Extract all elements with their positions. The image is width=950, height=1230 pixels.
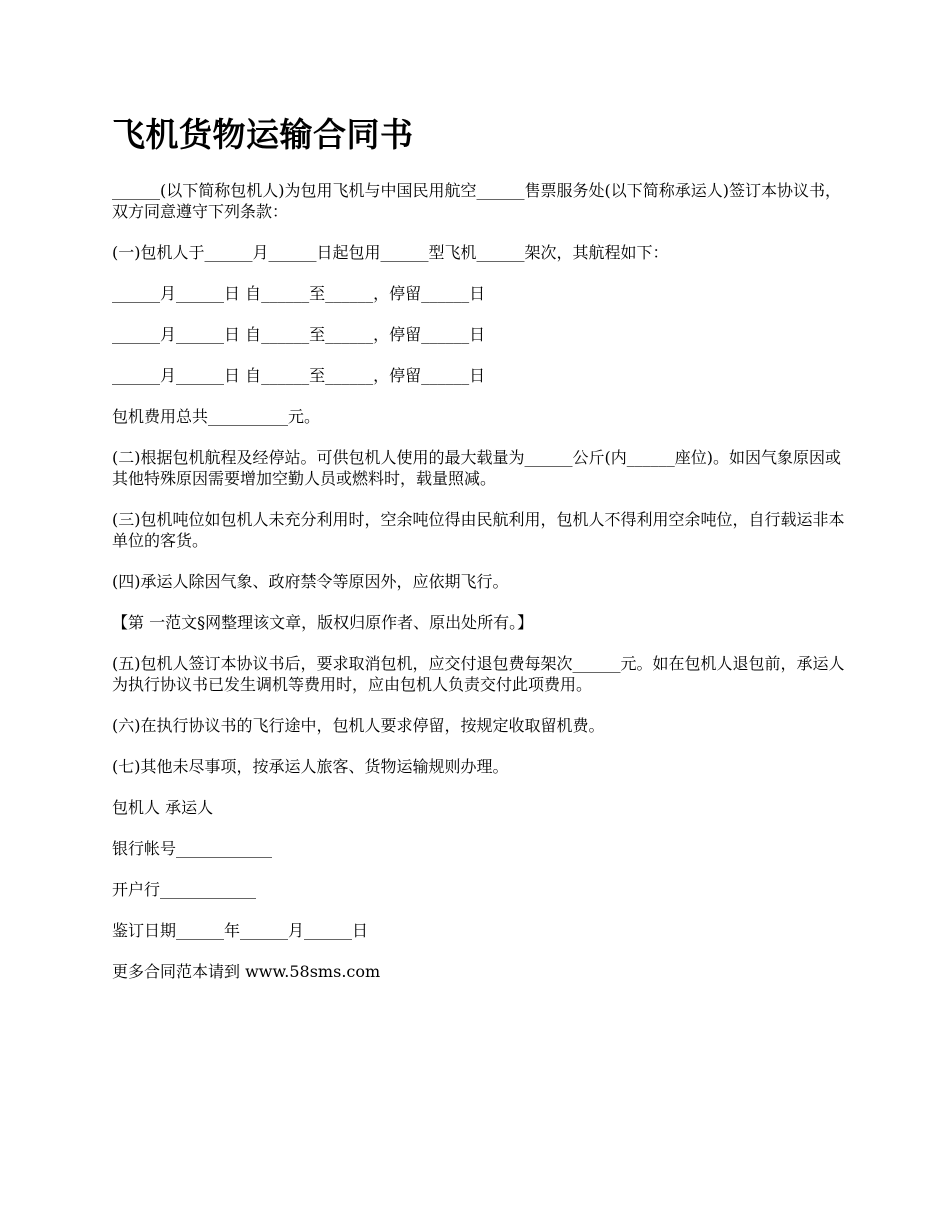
- parties-line: 包机人 承运人: [112, 798, 214, 817]
- clause-1-paragraph: (一)包机人于______月______日起包用______型飞机______架次，其航程如下：: [112, 243, 669, 262]
- source-notice: 【第 一范文§网整理该文章，版权归原作者、原出处所有。】: [112, 613, 534, 632]
- clause-4-paragraph: (四)承运人除因气象、政府禁令等原因外，应依期飞行。: [112, 572, 509, 591]
- clause-2-paragraph: (二)根据包机航程及经停站。可供包机人使用的最大载量为______公斤(内______座位)。如因气象原因或其他特殊原因需要增加空勤人员或燃料时，载量照减。: [112, 448, 841, 488]
- total-fee-line: 包机费用总共__________元。: [112, 407, 321, 426]
- itinerary-line: ______月______日 自______至______，停留______日: [112, 284, 486, 303]
- clause-3-paragraph: (三)包机吨位如包机人未充分利用时，空余吨位得由民航利用，包机人不得利用空余吨位，自行载运非本单位的客货。: [112, 510, 845, 550]
- itinerary-line: ______月______日 自______至______，停留______日: [112, 325, 486, 344]
- clause-5-paragraph: (五)包机人签订本协议书后，要求取消包机，应交付退包费每架次______元。如在包机人退包前，承运人为执行协议书已发生调机等费用时，应由包机人负责交付此项费用。: [112, 654, 845, 694]
- clause-6-paragraph: (六)在执行协议书的飞行途中，包机人要求停留，按规定收取留机费。: [112, 716, 605, 735]
- document-page: [112, 112, 847, 1002]
- footer-link-text: 更多合同范本请到 www.58sms.com: [112, 962, 381, 981]
- document-title: 飞机货物运输合同书: [112, 115, 414, 154]
- clause-7-paragraph: (七)其他未尽事项，按承运人旅客、货物运输规则办理。: [112, 757, 509, 776]
- signing-date-line: 鉴订日期______年______月______日: [112, 921, 369, 940]
- itinerary-line: ______月______日 自______至______，停留______日: [112, 366, 486, 385]
- intro-paragraph: ______(以下简称包机人)为包用飞机与中国民用航空______售票服务处(以下简称承运人)签订本协议书，双方同意遵守下列条款：: [112, 181, 841, 221]
- bank-name-line: 开户行____________: [112, 880, 257, 899]
- bank-account-line: 银行帐号____________: [112, 839, 273, 858]
